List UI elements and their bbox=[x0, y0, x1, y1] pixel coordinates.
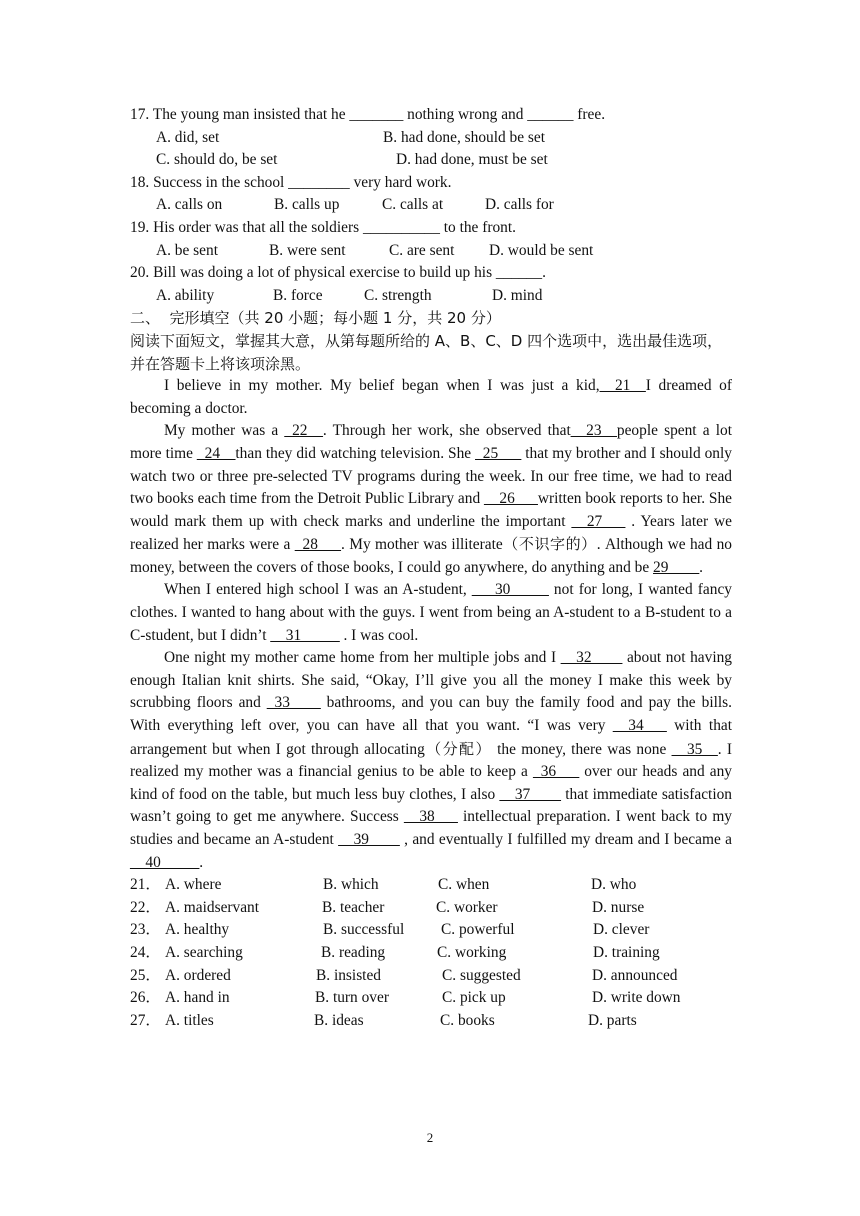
option: B. were sent bbox=[269, 241, 346, 259]
text: My mother was a bbox=[164, 422, 285, 440]
option: A. hand in bbox=[165, 989, 230, 1007]
blank-31: __31_____ bbox=[270, 626, 340, 644]
question-18-options bbox=[130, 194, 732, 217]
option: B. teacher bbox=[322, 898, 385, 916]
text: written book reports to her. She would mark them up with check marks and underline the important bbox=[130, 490, 732, 530]
blank-21: __21__ bbox=[599, 377, 646, 395]
text: . I was cool. bbox=[339, 626, 419, 644]
text: not for long, I wanted fancy clothes. I wanted to hang about with the guys. I went from being an A-student to a B-student to a C-student, but I didn’t bbox=[130, 581, 732, 644]
option: B. ideas bbox=[314, 1011, 364, 1029]
option: D. who bbox=[591, 876, 637, 894]
answer-row-27 bbox=[130, 1010, 732, 1033]
text: . Years later we realized her marks were a bbox=[130, 512, 732, 554]
option: A. did, set bbox=[156, 128, 220, 146]
answer-number: 23． bbox=[130, 921, 161, 939]
blank-30: ___30_____ bbox=[471, 581, 549, 599]
answer-row-22 bbox=[130, 897, 732, 920]
chinese-gloss: （不识字的） bbox=[502, 535, 597, 554]
question-19-stem: 19. His order was that all the soldiers __________ to the front. bbox=[130, 218, 516, 236]
text: about not having enough Italian knit shirts. She said, “Okay, I’ll give you all the money I make this week by scrubbing floors and bbox=[130, 649, 732, 712]
question-17-options bbox=[130, 127, 732, 150]
blank-24: _24__ bbox=[196, 444, 236, 462]
text: One night my mother came home from her multiple jobs and I bbox=[164, 649, 561, 667]
option: D. mind bbox=[492, 286, 543, 304]
blank-38: __38___ bbox=[403, 808, 458, 826]
passage-paragraph-2 bbox=[130, 420, 732, 579]
option: C. should do, be set bbox=[156, 151, 278, 169]
exam-page bbox=[130, 104, 732, 1032]
answer-number: 22． bbox=[130, 898, 161, 916]
option: B. successful bbox=[323, 921, 405, 939]
chinese-gloss: （分配） bbox=[424, 739, 492, 758]
blank-33: _33____ bbox=[266, 694, 321, 712]
option: A. searching bbox=[165, 943, 243, 961]
page-number: 2 bbox=[426, 1130, 434, 1145]
text: the money, there was none bbox=[491, 740, 672, 758]
text: . bbox=[199, 853, 204, 871]
text: bathrooms, and you can buy the family food and pay the bills. With everything left over, you can have all that you want. “I was very bbox=[130, 694, 732, 735]
option: D. announced bbox=[592, 966, 678, 984]
option: A. be sent bbox=[156, 241, 218, 259]
option: C. when bbox=[438, 876, 490, 894]
section-instruction: 阅读下面短文，掌握其大意，从第每题所给的 A、B、C、D 四个选项中，选出最佳选项，并在答题卡上将该项涂黑。 bbox=[130, 331, 723, 373]
blank-34: __34___ bbox=[612, 717, 667, 735]
option: D. nurse bbox=[592, 898, 645, 916]
option: A. ability bbox=[156, 286, 215, 304]
text: , and eventually I fulfilled my dream and I became a bbox=[399, 831, 732, 848]
answer-number: 27． bbox=[130, 1011, 161, 1029]
text: . Through her work, she observed that bbox=[322, 422, 571, 440]
answer-row-26 bbox=[130, 987, 732, 1010]
answer-number: 25． bbox=[130, 966, 161, 984]
option: D. parts bbox=[588, 1011, 637, 1029]
option: C. are sent bbox=[389, 241, 455, 259]
text: than they did watching television. She bbox=[235, 444, 476, 462]
blank-28: _28___ bbox=[294, 536, 341, 554]
text: that my brother and I should only watch two or three pre-selected TV programs during the week. In our free time, we had to read two books each time from the Detroit Public Library and bbox=[130, 444, 732, 508]
passage-paragraph-1 bbox=[130, 375, 732, 420]
option: D. clever bbox=[593, 921, 650, 939]
text: I believe in my mother. My belief began when I was just a kid, bbox=[164, 377, 600, 395]
question-18-stem: 18. Success in the school ________ very hard work. bbox=[130, 173, 452, 191]
option: A. where bbox=[165, 876, 222, 894]
text: intellectual preparation. I went back to my studies and became an A-student bbox=[130, 808, 732, 848]
passage-paragraph-3 bbox=[130, 579, 732, 647]
blank-37: __37____ bbox=[499, 785, 561, 803]
option: D. would be sent bbox=[489, 241, 594, 259]
question-20-options bbox=[130, 285, 732, 308]
option: C. worker bbox=[436, 898, 498, 916]
answer-number: 26． bbox=[130, 989, 161, 1007]
option: B. turn over bbox=[315, 989, 389, 1007]
option: D. calls for bbox=[485, 196, 554, 214]
option: B. force bbox=[273, 286, 323, 304]
option: C. books bbox=[440, 1011, 495, 1029]
blank-27: __27___ bbox=[571, 512, 626, 530]
text: that immediate satisfaction wasn’t going to get me anywhere. Success bbox=[130, 785, 732, 826]
blank-39: __39____ bbox=[338, 831, 400, 848]
option: B. reading bbox=[321, 943, 386, 961]
blank-23: __23__ bbox=[570, 422, 617, 440]
section-title: 二、 完形填空（共 20 小题；每小题 1 分，共 20 分） bbox=[130, 309, 501, 328]
option: B. had done, should be set bbox=[383, 128, 546, 146]
question-17-options-2 bbox=[130, 149, 732, 172]
blank-29: 29____ bbox=[653, 558, 700, 576]
text: . Although we had no money, between the covers of those books, I could go anywhere, do anything and be bbox=[130, 536, 732, 576]
option: B. which bbox=[323, 876, 379, 894]
blank-22: _22__ bbox=[284, 422, 323, 440]
blank-26: __26___ bbox=[484, 490, 538, 508]
answer-number: 24． bbox=[130, 943, 161, 961]
answer-row-25 bbox=[130, 965, 732, 988]
answer-row-21 bbox=[130, 874, 732, 897]
text: When I entered high school I was an A-student, bbox=[164, 581, 472, 599]
option: D. write down bbox=[592, 989, 681, 1007]
option: C. powerful bbox=[441, 921, 515, 939]
passage-paragraph-4 bbox=[130, 647, 732, 874]
option: B. calls up bbox=[274, 196, 340, 214]
blank-40: __40_____ bbox=[130, 853, 200, 871]
answer-row-24 bbox=[130, 942, 732, 965]
option: D. had done, must be set bbox=[396, 151, 548, 169]
option: A. ordered bbox=[165, 966, 231, 984]
option: C. calls at bbox=[382, 196, 444, 214]
option: B. insisted bbox=[316, 966, 381, 984]
option: C. strength bbox=[364, 286, 432, 304]
text: people spent a lot more time bbox=[130, 422, 732, 462]
option: A. healthy bbox=[165, 921, 230, 939]
text: I dreamed of becoming a doctor. bbox=[130, 377, 733, 417]
blank-35: __35__ bbox=[671, 740, 718, 758]
text: over our heads and any kind of food on the table, but much less buy clothes, I also bbox=[130, 763, 733, 803]
blank-32: __32____ bbox=[560, 649, 623, 667]
text: . My mother was illiterate bbox=[340, 536, 503, 554]
question-17-stem: 17. The young man insisted that he _______ nothing wrong and ______ free. bbox=[130, 106, 606, 123]
text: . bbox=[699, 558, 704, 576]
option: A. maidservant bbox=[165, 898, 260, 916]
option: A. titles bbox=[165, 1011, 214, 1029]
option: A. calls on bbox=[156, 196, 223, 214]
question-20-stem: 20. Bill was doing a lot of physical exercise to build up his ______. bbox=[130, 264, 546, 282]
question-19-options bbox=[130, 240, 732, 263]
text: . I realized my mother was a financial genius to be able to keep a bbox=[130, 740, 732, 781]
option: C. suggested bbox=[442, 966, 521, 984]
answer-number: 21． bbox=[130, 876, 161, 894]
blank-36: _36___ bbox=[533, 763, 580, 781]
text: with that arrangement but when I got through allocating bbox=[130, 717, 732, 758]
option: D. training bbox=[593, 943, 660, 961]
blank-25: _25___ bbox=[475, 444, 522, 462]
answer-row-23 bbox=[130, 919, 732, 942]
option: C. working bbox=[437, 943, 507, 961]
option: C. pick up bbox=[442, 989, 506, 1007]
